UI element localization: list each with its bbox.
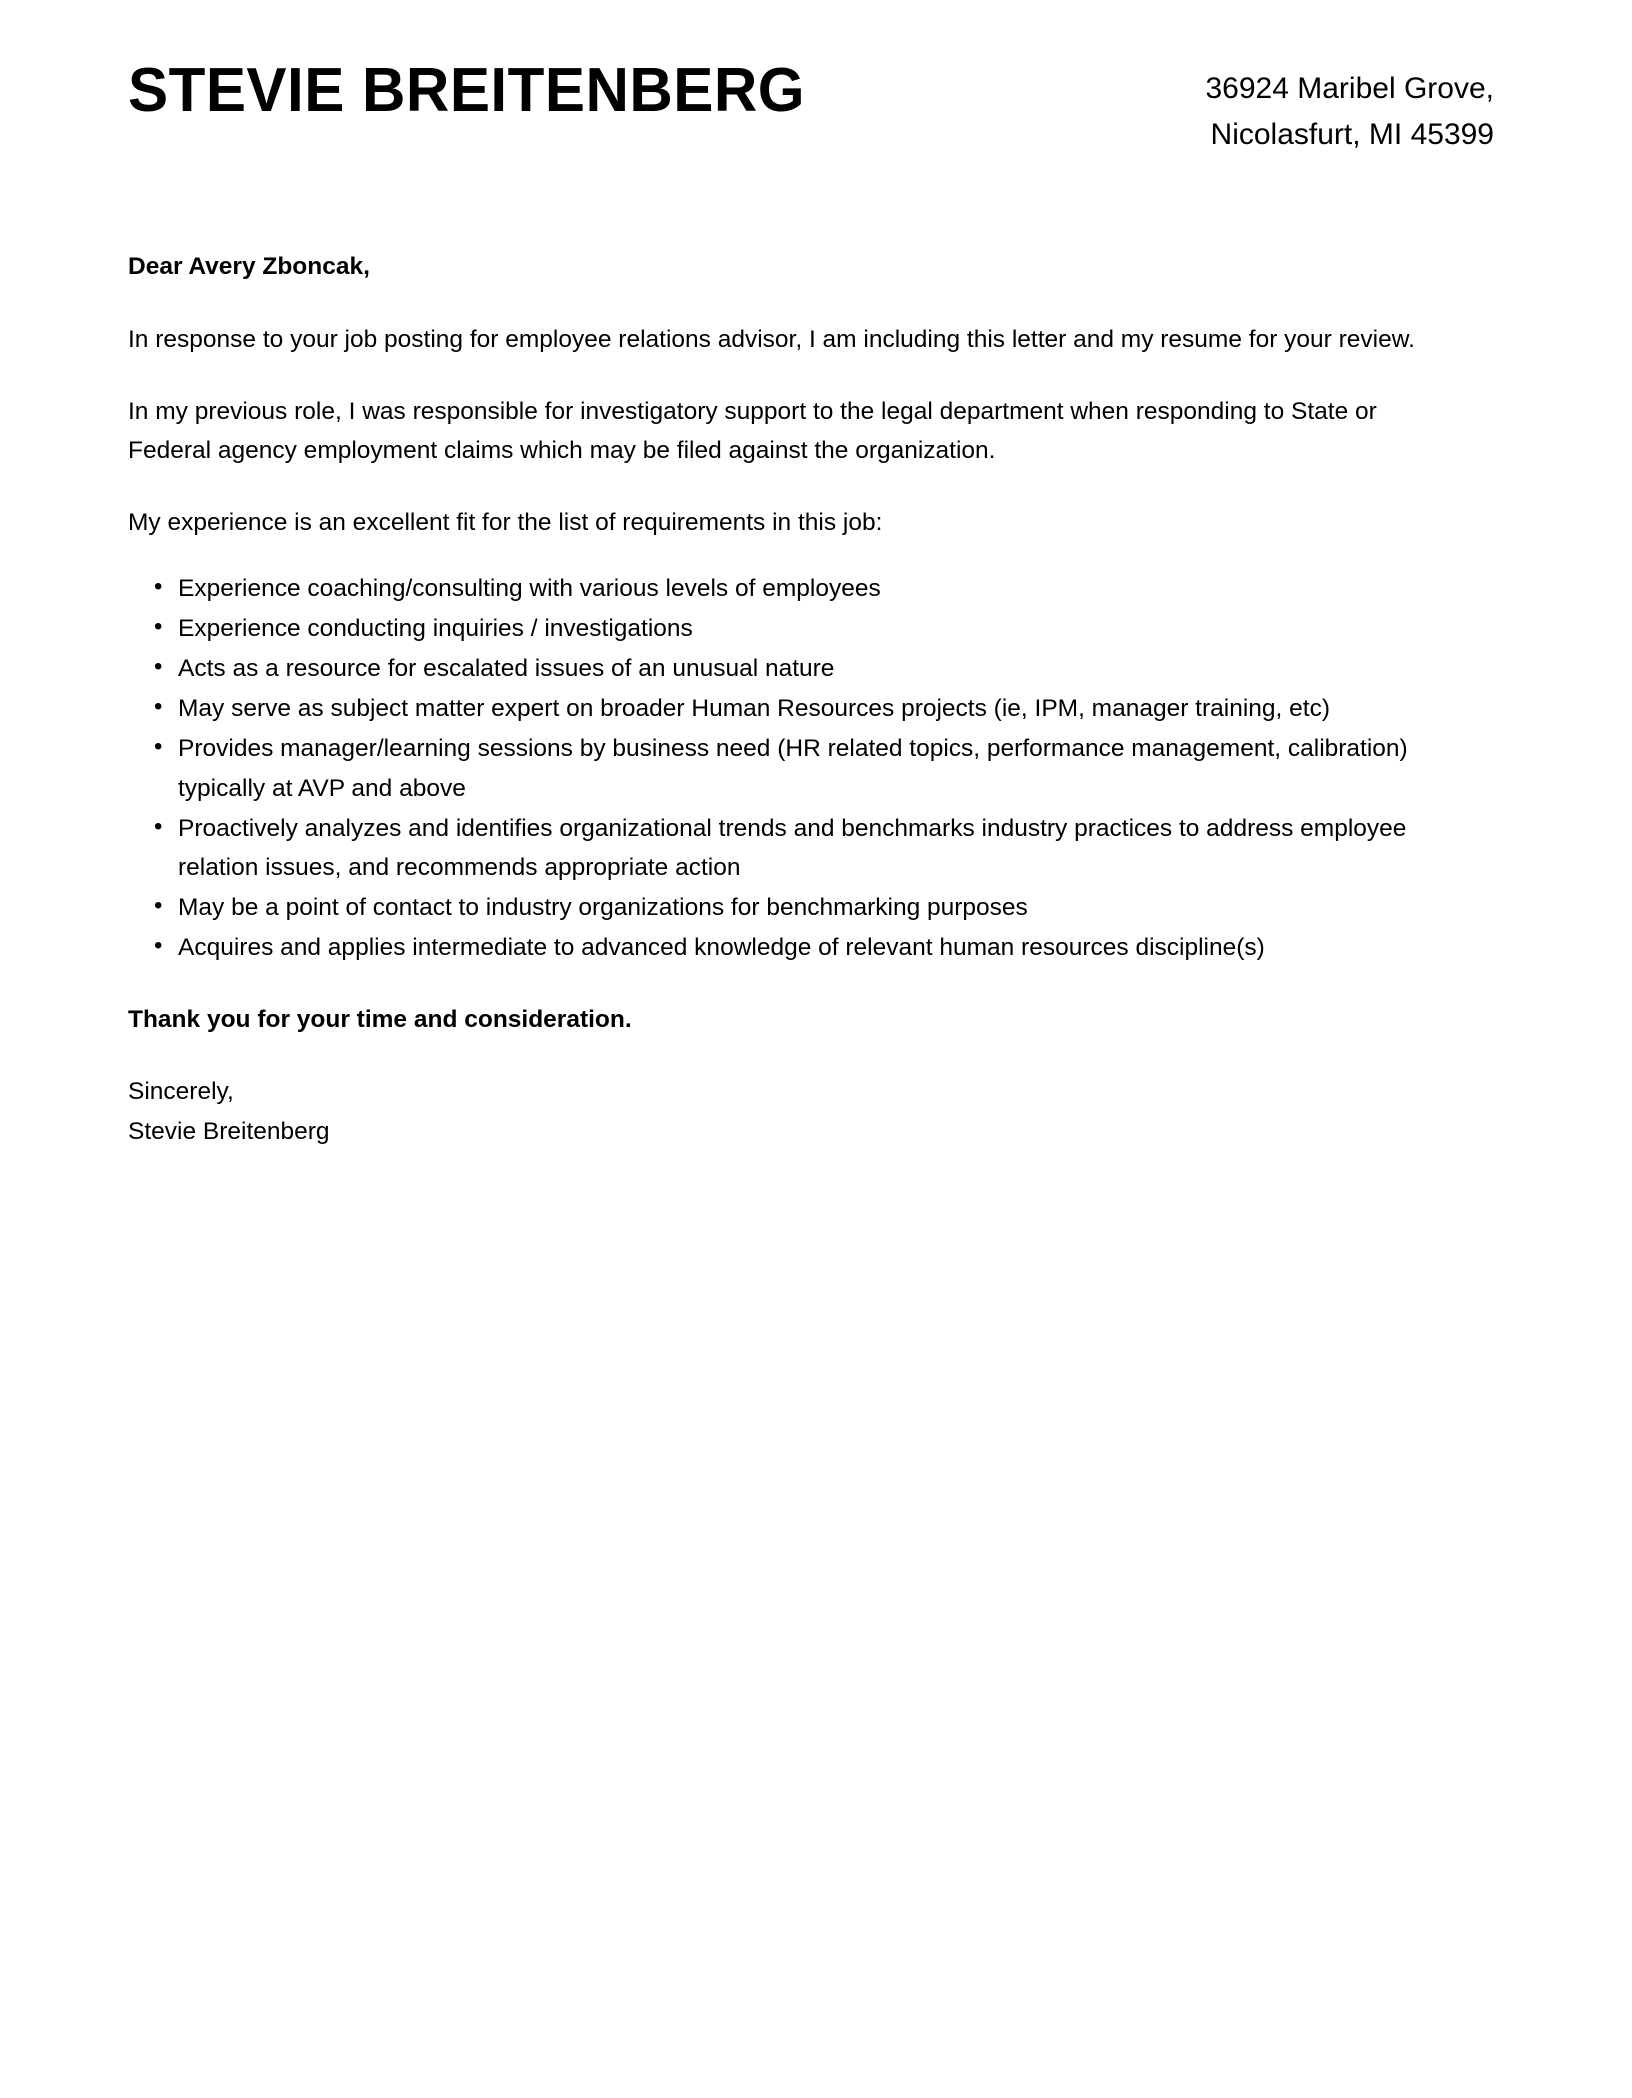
closing-thanks: Thank you for your time and consideration. (128, 1005, 632, 1033)
body-paragraph-2: In my previous role, I was responsible for investigatory support to the legal department when responding to State or Federal agency employment claims which may be filed against the organization. (128, 397, 1377, 465)
list-item: • May serve as subject matter expert on broader Human Resources projects (ie, IPM, manager training, etc) (128, 689, 1468, 728)
address-line-1: 36924 Maribel Grove, (1205, 72, 1494, 105)
list-item: • Proactively analyzes and identifies organizational trends and benchmarks industry practices to address employee relation issues, and recommends appropriate action (128, 809, 1468, 887)
list-item: • Acquires and applies intermediate to advanced knowledge of relevant human resources discipline(s) (128, 928, 1468, 967)
signature-closing: Sincerely, (128, 1078, 234, 1106)
applicant-address-block (1206, 52, 1495, 157)
applicant-name-block (128, 52, 826, 124)
address-line-2: Nicolasfurt, MI 45399 (1210, 117, 1494, 151)
list-item: • Experience conducting inquiries / investigations (128, 609, 1468, 648)
body-paragraph-1: In response to your job posting for employee relations advisor, I am including this letter and my resume for your review. (128, 325, 1415, 353)
list-item: • Experience coaching/consulting with various levels of employees (128, 569, 1468, 608)
requirements-intro: My experience is an excellent fit for the list of requirements in this job: (128, 509, 883, 536)
list-item: • May be a point of contact to industry organizations for benchmarking purposes (128, 888, 1468, 927)
salutation: Dear Avery Zboncak, (128, 253, 370, 281)
list-item: • Provides manager/learning sessions by business need (HR related topics, performance management, calibration) typically at AVP and above (128, 729, 1468, 807)
letter-body (0, 249, 1632, 1151)
letter-header (0, 0, 1632, 157)
signature-block (128, 1072, 1494, 1150)
requirements-list (128, 569, 1468, 968)
list-item: • Acts as a resource for escalated issues of an unusual nature (128, 649, 1468, 688)
signature-name: Stevie Breitenberg (128, 1117, 330, 1145)
applicant-name: STEVIE BREITENBERG (128, 56, 806, 125)
